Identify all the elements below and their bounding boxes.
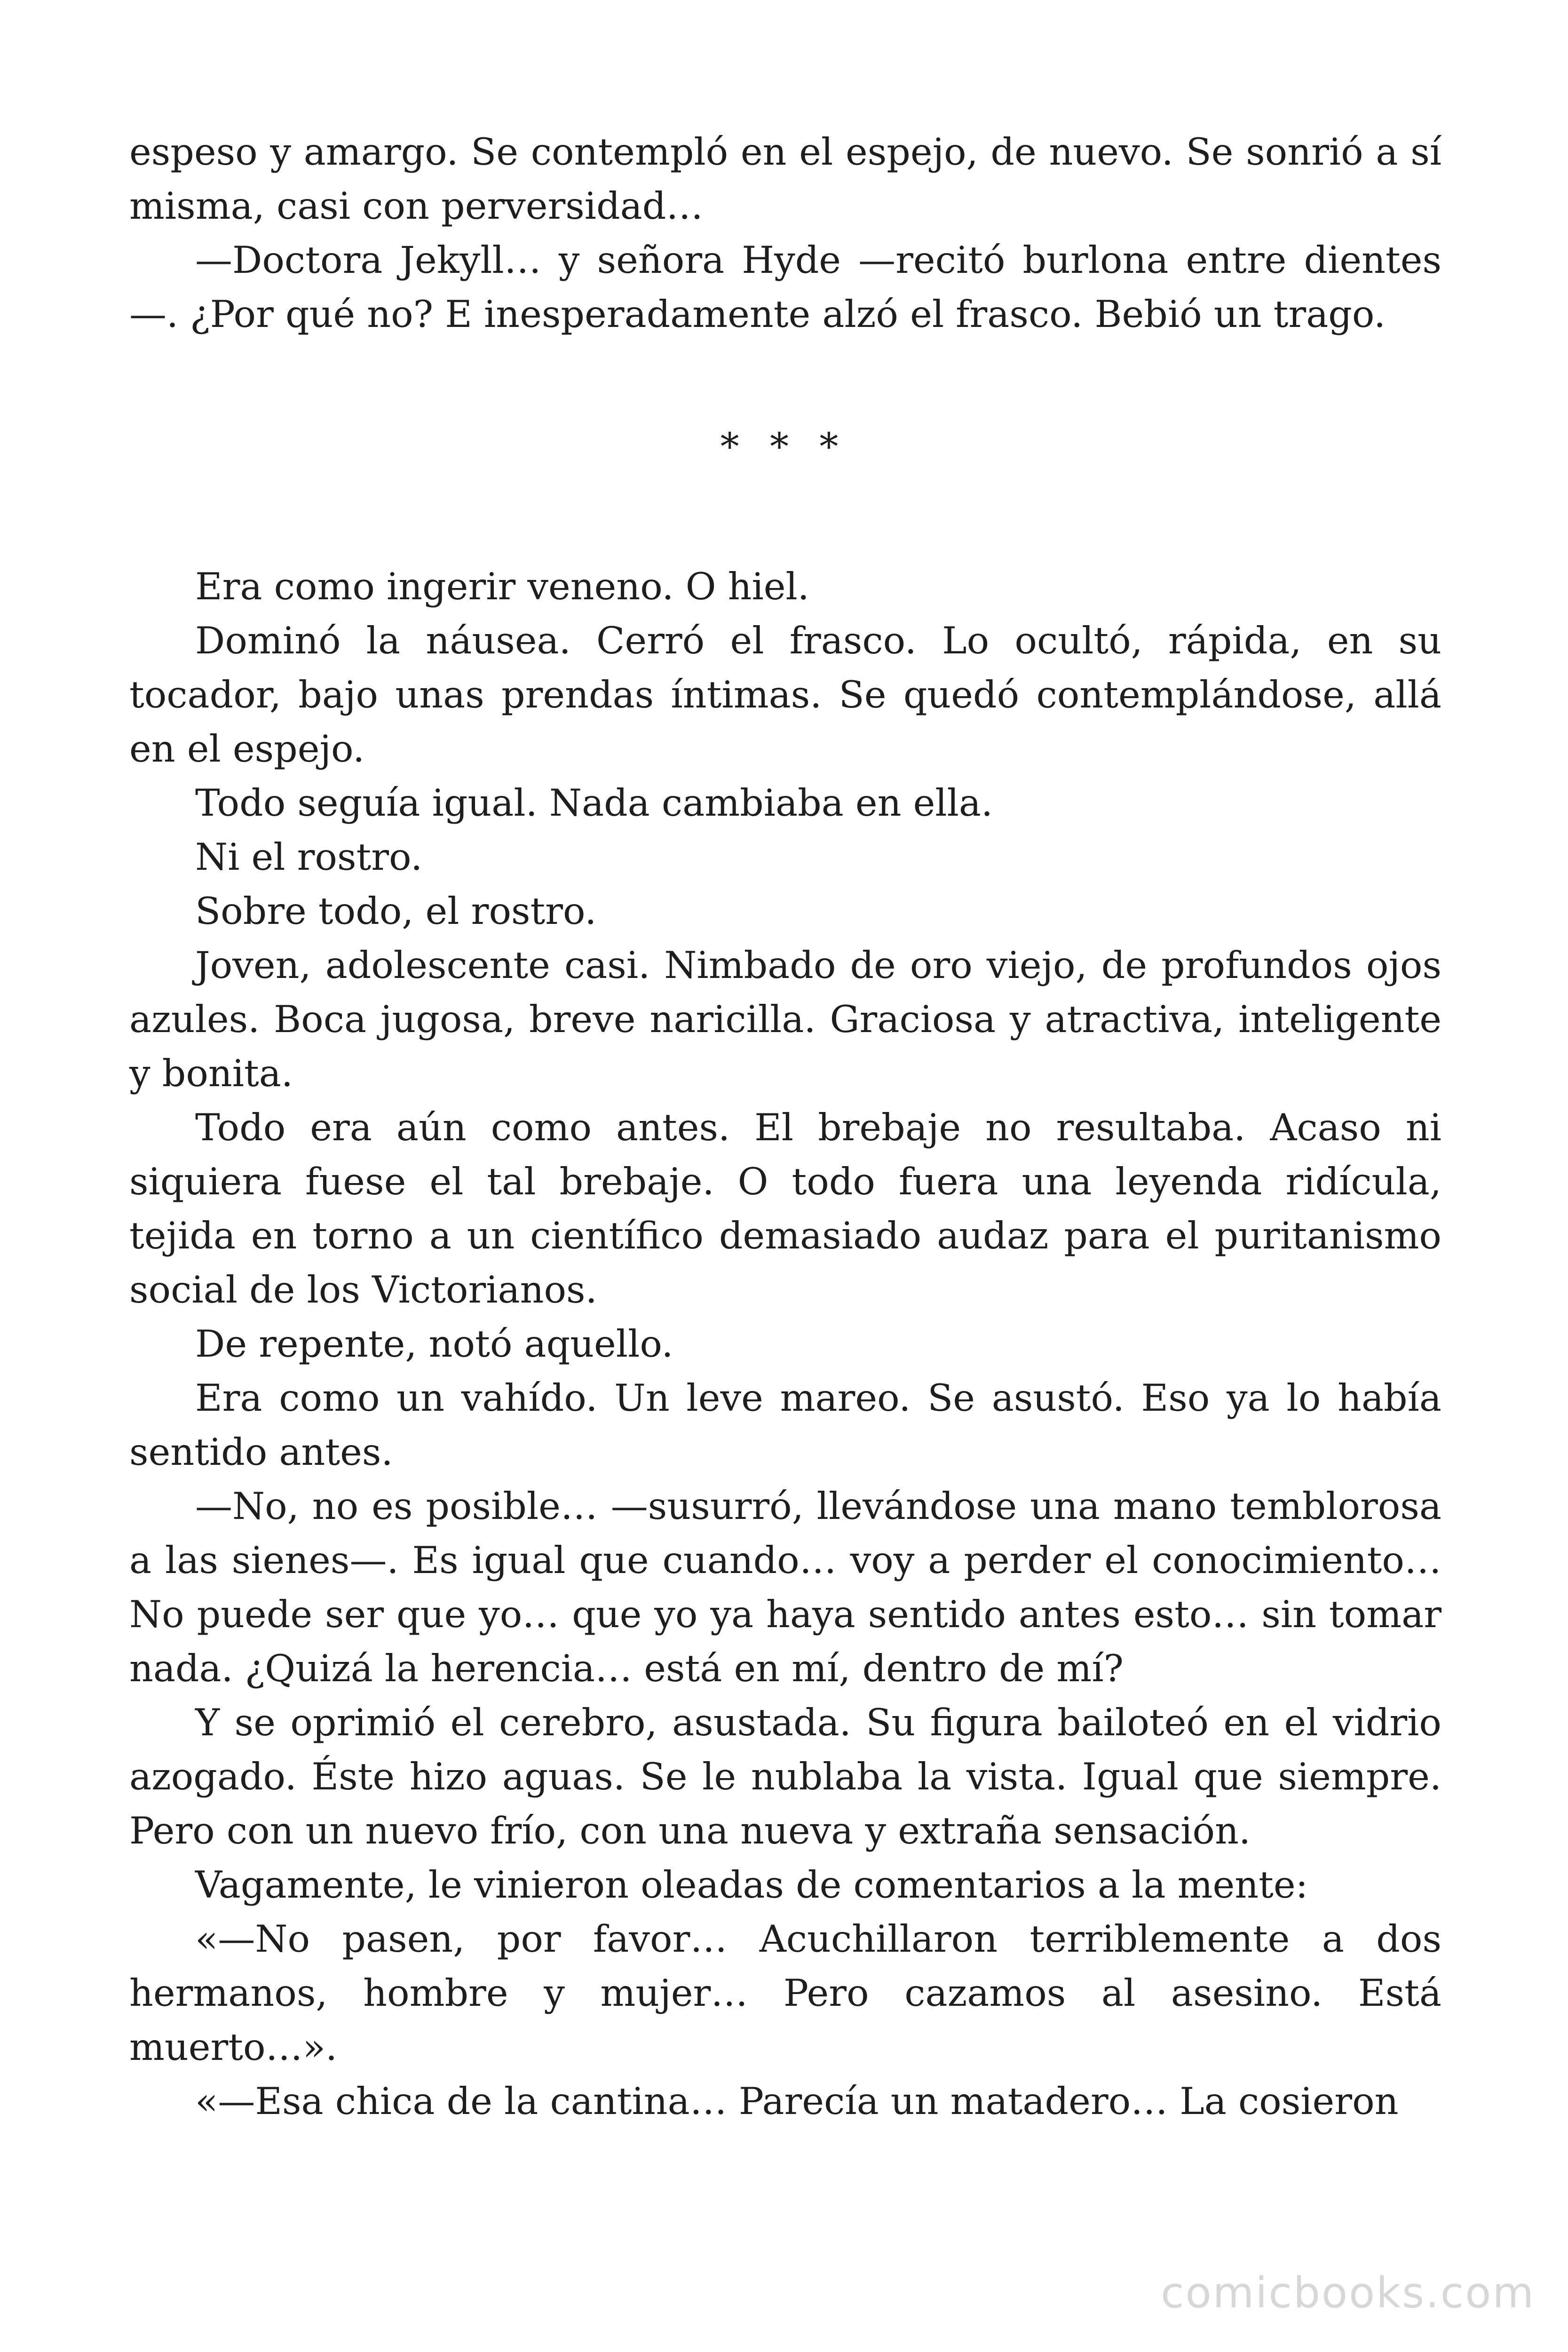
paragraph: Todo seguía igual. Nada cambiaba en ella. [195,781,993,825]
paragraph: «—No pasen, por favor… Acuchillaron terriblemente a dos hermanos, hombre y mujer… Pero cazamos al asesino. Está muerto…». [129,1917,1441,2069]
paragraph: Y se oprimió el cerebro, asustada. Su figura bailoteó en el vidrio azogado. Éste hizo aguas. Se le nublaba la vista. Igual que siempre. Pero con un nuevo frío, con una nueva y extraña sensación. [129,1701,1441,1852]
text-block-top [129,125,1441,342]
paragraph: Dominó la náusea. Cerró el frasco. Lo ocultó, rápida, en su tocador, bajo unas prendas íntimas. Se quedó contemplándose, allá en el espejo. [129,619,1441,771]
paragraph: Vagamente, le vinieron oleadas de comentarios a la mente: [195,1863,1308,1907]
paragraph: Sobre todo, el rostro. [195,890,597,933]
watermark: comicbooks.com [1161,2268,1535,2318]
paragraph: —Doctora Jekyll… y señora Hyde —recitó burlona entre dientes —. ¿Por qué no? E inesperadamente alzó el frasco. Bebió un trago. [129,238,1441,336]
paragraph: —No, no es posible… —susurró, llevándose una mano temblorosa a las sienes—. Es igual que cuando… voy a perder el conocimiento… No puede ser que yo… que yo ya haya sentido antes esto… sin tomar nada. ¿Quizá la herencia… está en mí, dentro de mí? [129,1485,1441,1690]
paragraph: «—Esa chica de la cantina… Parecía un matadero… La cosieron [195,2080,1399,2123]
paragraph: Era como ingerir veneno. O hiel. [195,565,809,608]
paragraph: Ni el rostro. [195,835,423,879]
text-block-main [129,560,1441,2129]
paragraph: Era como un vahído. Un leve mareo. Se asustó. Eso ya lo había sentido antes. [129,1376,1441,1474]
paragraph: Joven, adolescente casi. Nimbado de oro viejo, de profundos ojos azules. Boca jugosa, breve naricilla. Graciosa y atractiva, inteligente y bonita. [129,944,1441,1095]
paragraph: espeso y amargo. Se contempló en el espejo, de nuevo. Se sonrió a sí misma, casi con perversidad… [129,130,1441,228]
paragraph: Todo era aún como antes. El brebaje no resultaba. Acaso ni siquiera fuese el tal brebaje. O todo fuera una leyenda ridícula, tejida en torno a un científico demasiado audaz para el puritanismo social de los Victorianos. [129,1106,1441,1311]
section-separator: * * * [720,425,848,469]
paragraph: De repente, notó aquello. [195,1322,673,1366]
